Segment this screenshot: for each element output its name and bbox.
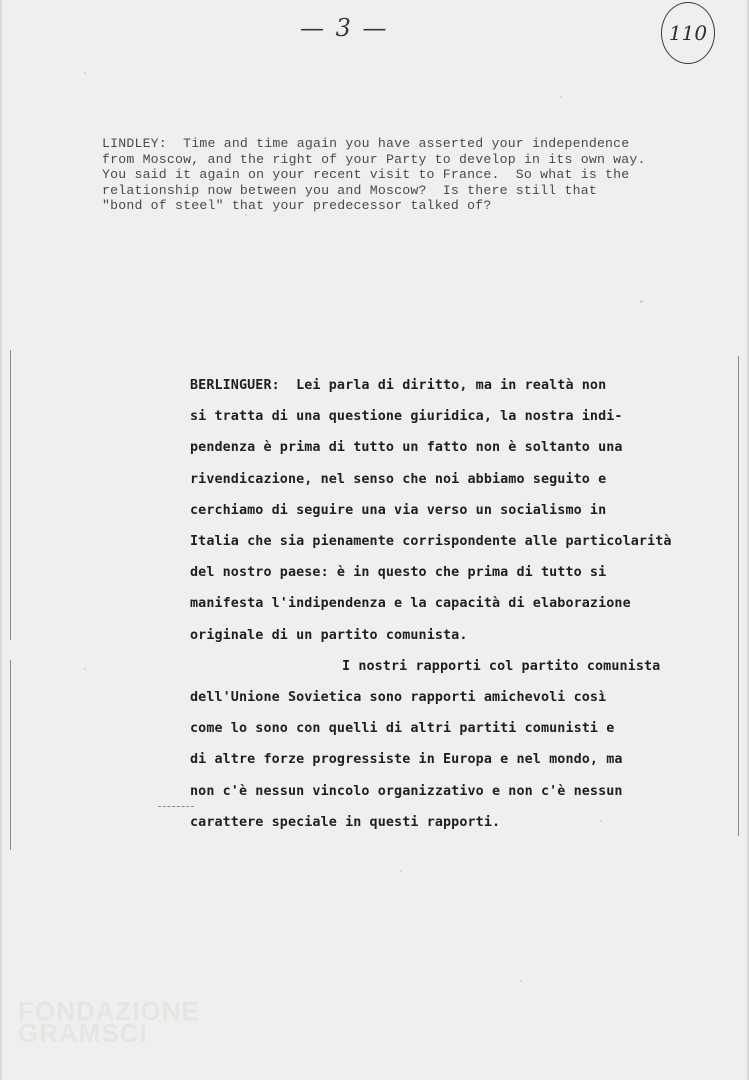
answer-line: si tratta di una questione giuridica, la nostra indi- bbox=[190, 409, 623, 425]
answer-line: carattere speciale in questi rapporti. bbox=[190, 814, 501, 830]
answer-line: rivendicazione, nel senso che noi abbiamo seguito e bbox=[190, 471, 607, 487]
margin-dash bbox=[158, 806, 194, 808]
scan-speckle bbox=[400, 870, 402, 872]
scan-speckle bbox=[84, 668, 86, 670]
left-margin-line-lower bbox=[10, 660, 11, 850]
answer-line: Italia che sia pienamente corrispondente alle particolarità bbox=[190, 534, 672, 550]
answer-line: BERLINGUER: Lei parla di diritto, ma in realtà non bbox=[190, 378, 607, 393]
scan-speckle bbox=[245, 214, 247, 216]
scan-speckle bbox=[84, 72, 86, 74]
berlinguer-answer bbox=[190, 370, 740, 838]
page-number: — 3 — bbox=[300, 14, 389, 42]
watermark-line: FONDAZIONE bbox=[18, 996, 200, 1026]
answer-line: cerchiamo di seguire una via verso un socialismo in bbox=[190, 502, 607, 518]
question-line: relationship now between you and Moscow? Is there still that bbox=[102, 182, 597, 198]
question-line: LINDLEY: Time and time again you have asserted your independence bbox=[102, 136, 630, 151]
answer-line: del nostro paese: è in questo che prima di tutto si bbox=[190, 565, 607, 581]
answer-line: come lo sono con quelli di altri partiti comunisti e bbox=[190, 721, 615, 737]
watermark-line: GRAMSCI bbox=[18, 1018, 148, 1048]
left-margin-line bbox=[10, 350, 11, 640]
answer-line: non c'è nessun vincolo organizzativo e non c'è nessun bbox=[190, 783, 623, 799]
question-line: from Moscow, and the right of your Party to develop in its own way. bbox=[102, 151, 646, 167]
answer-line: manifesta l'indipendenza e la capacità di elaborazione bbox=[190, 596, 631, 612]
scan-speckle bbox=[520, 980, 522, 982]
answer-line: originale di un partito comunista. bbox=[190, 627, 468, 643]
scan-speckle bbox=[640, 300, 643, 303]
archive-watermark bbox=[18, 996, 200, 1048]
answer-line: dell'Unione Sovietica sono rapporti amichevoli così bbox=[190, 690, 607, 706]
answer-paragraph-start: I nostri rapporti col partito comunista bbox=[342, 658, 661, 674]
answer-line: pendenza è prima di tutto un fatto non è soltanto una bbox=[190, 440, 623, 456]
scan-speckle bbox=[560, 96, 562, 98]
interviewer-question bbox=[102, 136, 742, 214]
answer-line: di altre forze progressiste in Europa e nel mondo, ma bbox=[190, 752, 623, 768]
folio-number: 110 bbox=[661, 2, 715, 64]
question-line: You said it again on your recent visit to France. So what is the bbox=[102, 167, 630, 182]
question-line: "bond of steel" that your predecessor talked of? bbox=[102, 198, 492, 213]
